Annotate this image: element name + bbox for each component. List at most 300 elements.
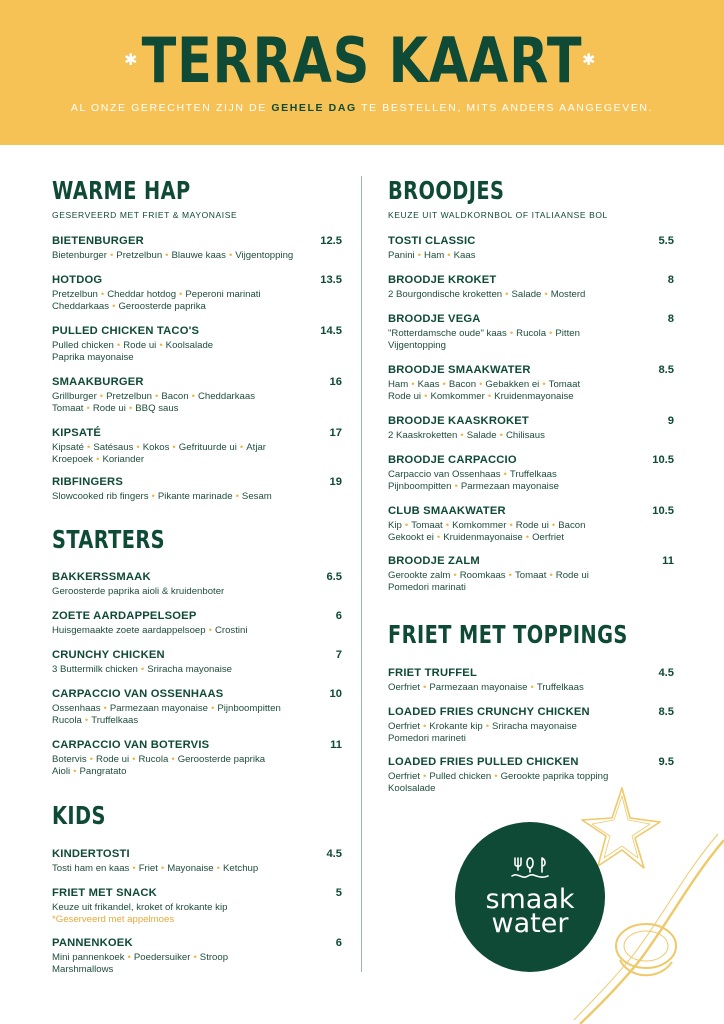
menu-item-header [388,756,674,768]
menu-item-header [388,274,674,286]
section-subtitle-broodjes: KEUZE UIT WALDKORNBOL OF ITALIAANSE BOL [388,210,608,220]
ingredient: Kokos [142,442,170,453]
star-icon: ✱ [582,52,596,69]
menu-item-header [52,235,342,247]
ingredient: Koolsalade [165,340,214,351]
ingredient: Komkommer [430,390,485,402]
ingredient: BBQ saus [135,402,179,414]
separator-dot-icon: • [228,250,233,261]
subtitle-highlight: GEHELE DAG [271,102,357,114]
separator-dot-icon: • [485,721,490,732]
menu-item [388,555,674,593]
menu-item-description [52,625,342,637]
menu-item-price: 11 [330,739,342,751]
ingredient: Poedersuiker [133,952,191,963]
menu-item [388,274,674,301]
menu-item-description [388,379,674,402]
menu-item [52,427,342,465]
menu-item-name: BIETENBURGER [52,235,144,247]
ingredient: Rucola [516,328,547,339]
menu-item-name: RIBFINGERS [52,476,123,488]
description-line [388,469,674,481]
description-line [388,582,674,594]
menu-item-description [52,340,342,363]
menu-item [52,235,342,262]
description-line [52,250,342,262]
page-title: TERRAS KAART [141,24,583,97]
ingredient: Rode ui [388,390,422,402]
description-line [52,442,342,454]
logo-text: smaak [485,884,575,915]
description-line [52,454,342,466]
ingredient: Ham [424,250,445,261]
menu-item-description [388,328,674,351]
ingredient: Tomaat [548,379,581,390]
ingredient: Carpaccio van Ossenhaas [388,469,501,480]
header-banner [0,0,724,145]
description-line [388,328,674,340]
menu-item-description [52,664,342,676]
ingredient: Slowcooked rib fingers [52,491,149,502]
menu-item-header [52,325,342,337]
ingredient: 2 Bourgondische kroketten [388,289,503,300]
separator-dot-icon: • [84,714,89,726]
separator-dot-icon: • [494,771,498,782]
separator-dot-icon: • [505,289,509,300]
ingredient: Sesam [241,491,272,502]
menu-item-price: 4.5 [326,848,342,860]
smaakwater-logo [455,822,605,972]
ingredient: Gefrituurde ui [178,442,237,453]
ingredient: Mayonaise [167,863,214,874]
ingredient: Pikante marinade [157,491,233,502]
menu-item-description [52,491,342,503]
ingredient: Roomkaas [459,570,506,581]
menu-item-price: 8.5 [658,706,674,718]
menu-item-header [388,555,674,567]
description-line [52,703,342,715]
menu-item-name: ZOETE AARDAPPELSOEP [52,610,197,622]
separator-dot-icon: • [96,453,100,465]
separator-dot-icon: • [447,250,451,261]
ingredient: Keuze uit frikandel, kroket of krokante kip [52,902,228,913]
ingredient: Kaas [453,250,476,261]
separator-dot-icon: • [132,863,136,874]
section-title-warme-hap: WARME HAP [52,176,191,205]
menu-item [52,937,342,975]
ingredient: Cheddar hotdog [107,289,177,300]
menu-item-name: BROODJE KAASKROKET [388,415,529,427]
separator-dot-icon: • [86,402,90,414]
separator-dot-icon: • [479,379,483,390]
ingredient: Marshmallows [52,963,114,975]
menu-item-price: 6 [335,610,342,622]
ingredient: Rode ui [555,570,589,581]
menu-item-description [52,703,342,726]
section-subtitle-warme-hap: GESERVEERD MET FRIET & MAYONAISE [52,210,238,220]
separator-dot-icon: • [423,721,427,732]
menu-item-name: BROODJE CARPACCIO [388,454,517,466]
ingredient: Pomedori marineti [388,732,466,744]
menu-item-price: 10.5 [652,454,674,466]
separator-dot-icon: • [508,570,512,581]
menu-item-description [388,250,674,262]
separator-dot-icon: • [530,682,534,693]
ingredient: Mosterd [550,289,586,300]
ingredient: Rucola [138,754,169,765]
ingredient: "Rotterdamsche oude" kaas [388,328,507,339]
ingredient: Parmezaan mayonaise [460,480,559,492]
ingredient: Stroop [199,952,229,963]
separator-dot-icon: • [436,531,441,543]
ingredient: Satésaus [93,442,134,453]
ingredient: Chilisaus [505,430,545,441]
description-line [388,379,674,391]
ingredient: 3 Buttermilk chicken [52,664,138,675]
menu-item-price: 6.5 [326,571,342,583]
description-line [388,733,674,745]
separator-dot-icon: • [503,469,507,480]
ingredient: Geroosterde paprika [177,754,266,765]
separator-dot-icon: • [445,520,450,531]
separator-dot-icon: • [73,765,77,777]
ingredient: Blauwe kaas [171,250,226,261]
menu-item-price: 6 [335,937,342,949]
description-line [52,403,342,415]
menu-item-name: PANNENKOEK [52,937,133,949]
ingredient: Pitten [555,328,580,339]
ingredient: Komkommer [452,520,507,531]
menu-item-price: 14.5 [320,325,342,337]
separator-dot-icon: • [487,390,492,402]
separator-dot-icon: • [103,703,107,714]
menu-item [52,325,342,363]
description-line [52,952,342,964]
ingredient: Bacon [161,391,189,402]
menu-item-description [388,430,674,442]
separator-dot-icon: • [525,531,530,543]
menu-item [52,887,342,925]
menu-item [52,739,342,777]
separator-dot-icon: • [542,379,546,390]
menu-item-header [388,454,674,466]
menu-item [52,571,342,598]
separator-dot-icon: • [211,703,215,714]
menu-item-name: KINDERTOSTI [52,848,130,860]
ingredient: Pijnboompitten [388,480,452,492]
menu-item [52,376,342,414]
separator-dot-icon: • [159,340,163,351]
separator-dot-icon: • [109,250,114,261]
menu-item-name: BROODJE VEGA [388,313,481,325]
separator-dot-icon: • [404,520,409,531]
separator-dot-icon: • [239,442,244,453]
menu-item-price: 5 [335,887,342,899]
menu-item-header [388,313,674,325]
column-divider [361,176,362,972]
description-line [52,289,342,301]
menu-item-name: BROODJE SMAAKWATER [388,364,531,376]
ingredient: Rode ui [515,520,549,531]
menu-item-header [388,364,674,376]
menu-item-name: FRIET MET SNACK [52,887,157,899]
separator-dot-icon: • [165,250,169,261]
menu-item-header [52,376,342,388]
ingredient: Gekookt ei [388,531,434,543]
menu-item-price: 12.5 [320,235,342,247]
menu-item-price: 10.5 [652,505,674,517]
menu-item-price: 4.5 [658,667,674,679]
ingredient: Cheddarkaas [197,391,256,402]
description-line [52,754,342,766]
ingredient: Rucola [52,714,82,726]
menu-item-name: TOSTI CLASSIC [388,235,476,247]
ingredient: Bacon [558,520,586,531]
separator-dot-icon: • [136,442,140,453]
menu-item-price: 11 [662,555,674,567]
ingredient: Botervis [52,754,87,765]
separator-dot-icon: • [179,289,183,300]
ingredient: Oerfriet [388,682,420,693]
menu-item-description [52,586,342,598]
menu-item-price: 9.5 [658,756,674,768]
menu-item-price: 8.5 [658,364,674,376]
separator-dot-icon: • [509,328,514,339]
cutlery-icon [510,856,550,882]
description-line [52,625,342,637]
separator-dot-icon: • [89,754,94,765]
menu-item-description [52,754,342,777]
separator-dot-icon: • [128,402,133,414]
menu-item-header [52,937,342,949]
description-line [388,391,674,403]
ingredient: Pretzelbun [106,391,153,402]
page-subtitle [0,102,724,114]
ingredient: Koriander [102,453,145,465]
menu-item-description [388,469,674,492]
menu-item-header [52,848,342,860]
menu-item-price: 10 [329,688,342,700]
ingredient: Truffelkaas [509,469,557,480]
menu-item [388,415,674,442]
menu-item-name: CARPACCIO VAN BOTERVIS [52,739,210,751]
ingredient: Rode ui [123,340,157,351]
description-line [388,721,674,733]
ingredient: Pretzelbun [116,250,163,261]
ingredient: Ham [388,379,409,390]
ingredient: Tomaat [411,520,443,531]
separator-dot-icon: • [509,520,513,531]
description-line [388,682,674,694]
ingredient: Pulled chicken [429,771,492,782]
menu-item-name: BROODJE KROKET [388,274,497,286]
menu-item-header [52,476,342,488]
menu-item-header [52,649,342,661]
menu-item-price: 8 [667,274,674,286]
menu-item-header [388,706,674,718]
separator-dot-icon: • [191,391,195,402]
separator-dot-icon: • [424,390,428,402]
separator-dot-icon: • [423,682,427,693]
separator-dot-icon: • [172,442,176,453]
separator-dot-icon: • [151,491,155,502]
menu-item-description [388,570,674,593]
ingredient: Cheddarkaas [52,300,110,312]
ingredient: Vijgentopping [235,250,294,261]
ingredient: Pomedori marinati [388,581,466,593]
menu-item-description [52,902,342,925]
menu-item-note: *Geserveerd met appelmoes [52,913,175,925]
ingredient: Ossenhaas [52,703,101,714]
separator-dot-icon: • [116,340,121,351]
menu-item-description [52,391,342,414]
logo-text: water [491,908,569,939]
ingredient: Paprika mayonaise [52,351,134,363]
separator-dot-icon: • [100,289,105,300]
ingredient: Parmezaan mayonaise [109,703,209,714]
ingredient: Mini pannenkoek [52,952,125,963]
menu-item [52,610,342,637]
menu-item-header [52,427,342,439]
menu-item-description [388,289,674,301]
separator-dot-icon: • [160,863,165,874]
separator-dot-icon: • [551,520,556,531]
menu-item-name: BAKKERSSMAAK [52,571,151,583]
ingredient: Parmezaan mayonaise [429,682,528,693]
section-title-starters: STARTERS [52,525,166,554]
separator-dot-icon: • [216,863,220,874]
separator-dot-icon: • [549,570,553,581]
ingredient: Sriracha mayonaise [147,664,232,675]
separator-dot-icon: • [423,771,427,782]
separator-dot-icon: • [132,754,136,765]
menu-item-price: 8 [667,313,674,325]
description-line [388,340,674,352]
ingredient: Pijnboompitten [217,703,281,714]
description-line [388,532,674,544]
ingredient: Truffelkaas [91,714,139,726]
menu-item [52,848,342,875]
subtitle-text: AL ONZE GERECHTEN ZIJN DE [70,102,272,114]
description-line [388,520,674,532]
menu-item-price: 13.5 [320,274,342,286]
ingredient: Pangratato [79,765,127,777]
separator-dot-icon: • [87,442,91,453]
description-line [388,250,674,262]
description-line [52,301,342,313]
separator-dot-icon: • [140,664,145,675]
ingredient: Truffelkaas [536,682,584,693]
menu-item-header [388,667,674,679]
ingredient: Geroosterde paprika [118,300,206,312]
menu-item [388,364,674,402]
menu-item-name: HOTDOG [52,274,103,286]
menu-item-price: 19 [329,476,342,488]
menu-item [388,505,674,543]
menu-item-description [52,952,342,975]
description-line [52,340,342,352]
ingredient: Huisgemaakte zoete aardappelsoep [52,625,206,636]
ingredient: Gebakken ei [485,379,540,390]
menu-item [52,688,342,726]
separator-dot-icon: • [544,289,548,300]
menu-item-header [52,274,342,286]
menu-item [388,313,674,351]
ingredient: Kaas [417,379,440,390]
ingredient: Kipsaté [52,442,84,453]
menu-item [388,454,674,492]
menu-item-description [52,250,342,262]
menu-item-header [52,739,342,751]
description-line [52,391,342,403]
separator-dot-icon: • [112,300,116,312]
ingredient: Ketchup [223,863,259,874]
ingredient: Aioli [52,765,71,777]
ingredient: Kroepoek [52,453,94,465]
ingredient: Sriracha mayonaise [492,721,577,732]
separator-dot-icon: • [499,430,503,441]
separator-dot-icon: • [454,480,458,492]
menu-item-name: CRUNCHY CHICKEN [52,649,165,661]
menu-item-header [388,505,674,517]
ingredient: Grillburger [52,391,97,402]
description-line [52,352,342,364]
ingredient: Oerfriet [388,721,420,732]
ingredient: Geroosterde paprika aioli & kruidenboter [52,586,225,597]
description-line [388,570,674,582]
description-line [52,491,342,503]
menu-item-name: BROODJE ZALM [388,555,480,567]
menu-item-name: FRIET TRUFFEL [388,667,477,679]
menu-item [388,235,674,262]
menu-item-header [52,887,342,899]
description-line [388,430,674,442]
separator-dot-icon: • [155,391,159,402]
description-line [52,766,342,778]
separator-dot-icon: • [442,379,446,390]
separator-dot-icon: • [453,570,457,581]
description-line [52,586,342,598]
menu-item [52,274,342,312]
separator-dot-icon: • [127,952,131,963]
ingredient: Salade [511,289,542,300]
ingredient: Kip [388,520,402,531]
separator-dot-icon: • [411,379,415,390]
separator-dot-icon: • [193,952,197,963]
ingredient: Tomaat [514,570,547,581]
ingredient: Oerfriet [388,771,420,782]
separator-dot-icon: • [549,328,553,339]
ingredient: Koolsalade [388,782,436,794]
ingredient: Gerookte paprika topping [500,771,609,782]
menu-item-name: LOADED FRIES PULLED CHICKEN [388,756,579,768]
menu-item-name: SMAAKBURGER [52,376,144,388]
ingredient: Peperoni marinati [185,289,261,300]
ingredient: Salade [466,430,497,441]
menu-item [52,649,342,676]
description-line [388,481,674,493]
menu-item-name: LOADED FRIES CRUNCHY CHICKEN [388,706,590,718]
ingredient: Tomaat [52,402,84,414]
description-line [52,863,342,875]
menu-item-header [388,415,674,427]
description-line [52,664,342,676]
menu-item-description [52,442,342,465]
ingredient: Crostini [214,625,248,636]
menu-item-description [388,520,674,543]
section-title-broodjes: BROODJES [388,176,505,205]
menu-item-price: 16 [329,376,342,388]
